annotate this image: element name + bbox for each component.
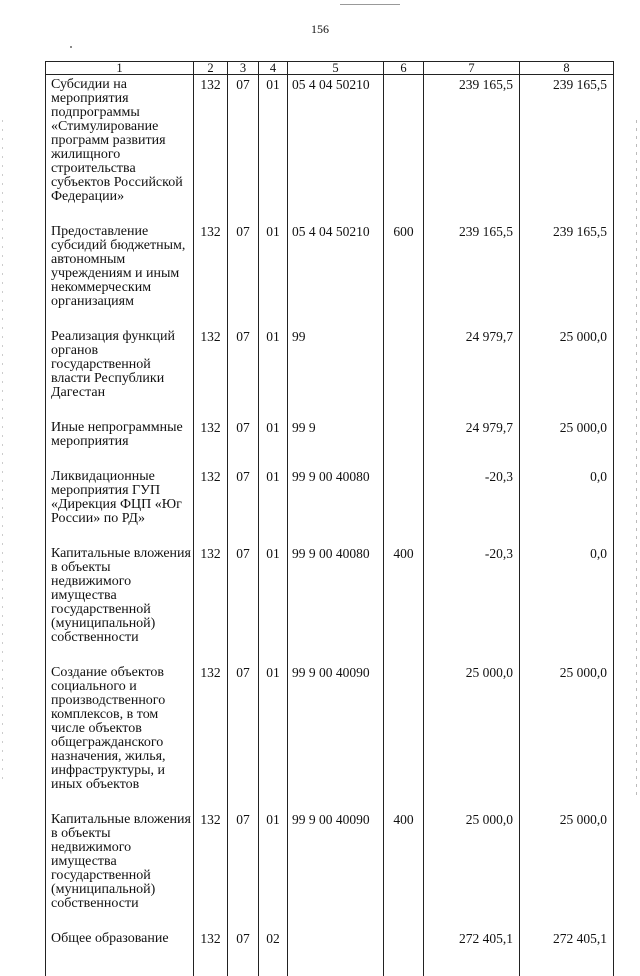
row-amount-1: -20,3 [424, 534, 520, 653]
row-subsection-code: 01 [259, 457, 288, 534]
scan-edge-left [2, 120, 3, 780]
row-subsection-code: 01 [259, 75, 288, 213]
row-section-code: 07 [228, 457, 259, 534]
header-row [46, 62, 614, 75]
row-subsection-code: 01 [259, 534, 288, 653]
row-amount-2: 25 000,0 [520, 408, 614, 457]
header-col-7: 7 [424, 62, 520, 75]
table-row [46, 408, 614, 457]
row-amount-2: 25 000,0 [520, 653, 614, 800]
row-amount-1: 25 000,0 [424, 800, 520, 919]
row-section-code: 07 [228, 919, 259, 976]
row-amount-1: 239 165,5 [424, 75, 520, 213]
header-col-8: 8 [520, 62, 614, 75]
row-target-code: 05 4 04 50210 [288, 212, 384, 317]
row-section-code: 07 [228, 212, 259, 317]
row-section-code: 07 [228, 800, 259, 919]
header-col-5: 5 [288, 62, 384, 75]
row-section-code: 07 [228, 653, 259, 800]
table-row [46, 317, 614, 408]
row-ministry-code: 132 [194, 75, 228, 213]
table-row [46, 457, 614, 534]
row-amount-2: 25 000,0 [520, 800, 614, 919]
row-subsection-code: 02 [259, 919, 288, 976]
row-amount-2: 239 165,5 [520, 212, 614, 317]
row-expense-type [384, 75, 424, 213]
row-expense-type [384, 317, 424, 408]
row-section-code: 07 [228, 75, 259, 213]
table-row [46, 212, 614, 317]
row-ministry-code: 132 [194, 800, 228, 919]
row-ministry-code: 132 [194, 317, 228, 408]
row-target-code: 99 9 00 40080 [288, 534, 384, 653]
row-expense-type [384, 919, 424, 976]
row-ministry-code: 132 [194, 534, 228, 653]
table-row [46, 919, 614, 976]
row-target-code: 99 9 00 40080 [288, 457, 384, 534]
row-expense-type: 400 [384, 534, 424, 653]
header-col-1: 1 [46, 62, 194, 75]
row-amount-1: 272 405,1 [424, 919, 520, 976]
row-subsection-code: 01 [259, 212, 288, 317]
row-name: Создание объектов социального и производственного комплексов, в том числе объектов общегражданского назначения, жилья, инфраструктуры, и иных объектов [46, 653, 194, 800]
row-target-code: 99 9 [288, 408, 384, 457]
row-ministry-code: 132 [194, 408, 228, 457]
header-col-2: 2 [194, 62, 228, 75]
table-row [46, 534, 614, 653]
budget-table [45, 61, 614, 976]
row-name: Субсидии на мероприятия подпрограммы «Стимулирование программ развития жилищного строительства субъектов Российской Федерации» [46, 75, 194, 213]
table-row [46, 653, 614, 800]
row-name: Иные непрограммные мероприятия [46, 408, 194, 457]
row-amount-2: 0,0 [520, 534, 614, 653]
page-number: 156 [311, 22, 329, 36]
row-ministry-code: 132 [194, 457, 228, 534]
row-amount-1: 25 000,0 [424, 653, 520, 800]
row-subsection-code: 01 [259, 317, 288, 408]
row-name: Общее образование [46, 919, 194, 976]
row-name: Ликвидационные мероприятия ГУП «Дирекция ФЦП «Юг России» по РД» [46, 457, 194, 534]
header-col-4: 4 [259, 62, 288, 75]
row-expense-type [384, 653, 424, 800]
row-target-code: 99 9 00 40090 [288, 800, 384, 919]
row-target-code: 05 4 04 50210 [288, 75, 384, 213]
row-section-code: 07 [228, 408, 259, 457]
row-name: Капитальные вложения в объекты недвижимого имущества государственной (муниципальной) собственности [46, 800, 194, 919]
table-row [46, 800, 614, 919]
row-expense-type: 400 [384, 800, 424, 919]
scan-edge-right [636, 120, 637, 800]
row-amount-2: 0,0 [520, 457, 614, 534]
row-subsection-code: 01 [259, 653, 288, 800]
row-name: Предоставление субсидий бюджетным, автономным учреждениям и иным некоммерческим организациям [46, 212, 194, 317]
row-target-code: 99 9 00 40090 [288, 653, 384, 800]
row-name: Реализация функций органов государственной власти Республики Дагестан [46, 317, 194, 408]
row-ministry-code: 132 [194, 653, 228, 800]
header-col-6: 6 [384, 62, 424, 75]
row-section-code: 07 [228, 534, 259, 653]
row-amount-2: 272 405,1 [520, 919, 614, 976]
row-expense-type: 600 [384, 212, 424, 317]
row-name: Капитальные вложения в объекты недвижимого имущества государственной (муниципальной) собственности [46, 534, 194, 653]
row-amount-1: 24 979,7 [424, 317, 520, 408]
scan-mark [70, 46, 72, 48]
row-ministry-code: 132 [194, 919, 228, 976]
row-expense-type [384, 408, 424, 457]
row-amount-2: 239 165,5 [520, 75, 614, 213]
row-amount-1: 24 979,7 [424, 408, 520, 457]
row-expense-type [384, 457, 424, 534]
row-amount-2: 25 000,0 [520, 317, 614, 408]
row-amount-1: 239 165,5 [424, 212, 520, 317]
row-subsection-code: 01 [259, 408, 288, 457]
top-rule [340, 4, 400, 5]
row-section-code: 07 [228, 317, 259, 408]
row-ministry-code: 132 [194, 212, 228, 317]
table-row [46, 75, 614, 213]
row-target-code: 99 [288, 317, 384, 408]
row-target-code [288, 919, 384, 976]
row-amount-1: -20,3 [424, 457, 520, 534]
row-subsection-code: 01 [259, 800, 288, 919]
header-col-3: 3 [228, 62, 259, 75]
